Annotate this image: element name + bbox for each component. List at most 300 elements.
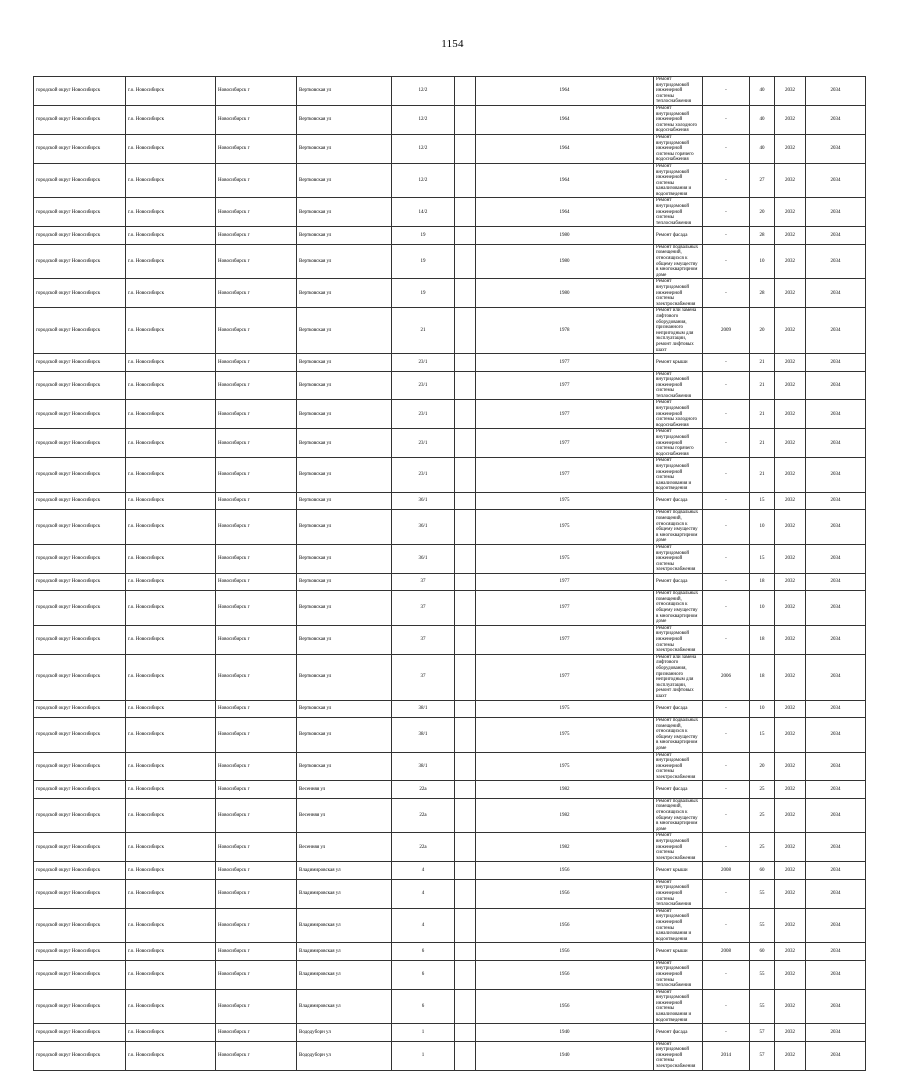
locality-cell: Новосибирск г	[216, 510, 297, 545]
municipality-cell: городской округ Новосибирск	[34, 458, 126, 493]
wear-percent-cell: 21	[750, 400, 775, 429]
work-type-cell: Ремонт внутридомовой инженерной системы электроснабжения	[654, 833, 703, 862]
locality-cell: Новосибирск г	[216, 862, 297, 879]
period-end-cell: 2034	[806, 544, 866, 573]
locality-cell: Новосибирск г	[216, 781, 297, 798]
spacer-cell	[455, 591, 476, 626]
last-repair-year-cell: -	[703, 544, 750, 573]
period-start-cell: 2032	[775, 798, 806, 833]
street-cell: Вододуборн ул	[297, 1041, 392, 1070]
municipality-cell: городской округ Новосибирск	[34, 544, 126, 573]
settlement-type-cell: г.о. Новосибирск	[126, 752, 216, 781]
wear-percent-cell: 60	[750, 943, 775, 960]
locality-cell: Новосибирск г	[216, 227, 297, 244]
work-type-cell: Ремонт внутридомовой инженерной системы электроснабжения	[654, 544, 703, 573]
build-year-cell: 1964	[476, 134, 654, 163]
period-start-cell: 2032	[775, 960, 806, 989]
period-end-cell: 2034	[806, 798, 866, 833]
last-repair-year-cell: 2008	[703, 862, 750, 879]
last-repair-year-cell: -	[703, 244, 750, 279]
wear-percent-cell: 18	[750, 573, 775, 590]
settlement-type-cell: г.о. Новосибирск	[126, 429, 216, 458]
street-cell: Вертковская ул	[297, 510, 392, 545]
build-year-cell: 1977	[476, 654, 654, 700]
street-cell: Вертковская ул	[297, 752, 392, 781]
wear-percent-cell: 55	[750, 908, 775, 943]
settlement-type-cell: г.о. Новосибирск	[126, 544, 216, 573]
street-cell: Вертковская ул	[297, 308, 392, 354]
locality-cell: Новосибирск г	[216, 960, 297, 989]
last-repair-year-cell: 2014	[703, 1041, 750, 1070]
house-number-cell: 12/2	[392, 134, 455, 163]
settlement-type-cell: г.о. Новосибирск	[126, 227, 216, 244]
street-cell: Весенняя ул	[297, 781, 392, 798]
wear-percent-cell: 25	[750, 833, 775, 862]
spacer-cell	[455, 717, 476, 752]
locality-cell: Новосибирск г	[216, 492, 297, 509]
spacer-cell	[455, 1024, 476, 1041]
municipality-cell: городской округ Новосибирск	[34, 798, 126, 833]
wear-percent-cell: 21	[750, 429, 775, 458]
house-number-cell: 1	[392, 1041, 455, 1070]
municipality-cell: городской округ Новосибирск	[34, 833, 126, 862]
municipality-cell: городской округ Новосибирск	[34, 105, 126, 134]
locality-cell: Новосибирск г	[216, 77, 297, 106]
municipality-cell: городской округ Новосибирск	[34, 400, 126, 429]
municipality-cell: городской округ Новосибирск	[34, 752, 126, 781]
build-year-cell: 1975	[476, 492, 654, 509]
spacer-cell	[455, 573, 476, 590]
last-repair-year-cell: -	[703, 1024, 750, 1041]
wear-percent-cell: 40	[750, 77, 775, 106]
work-type-cell: Ремонт фасада	[654, 573, 703, 590]
locality-cell: Новосибирск г	[216, 1041, 297, 1070]
build-year-cell: 1940	[476, 1041, 654, 1070]
work-type-cell: Ремонт фасада	[654, 227, 703, 244]
period-start-cell: 2032	[775, 510, 806, 545]
table-row	[34, 492, 866, 509]
municipality-cell: городской округ Новосибирск	[34, 354, 126, 371]
house-number-cell: 4	[392, 879, 455, 908]
build-year-cell: 1975	[476, 510, 654, 545]
house-number-cell: 19	[392, 244, 455, 279]
municipality-cell: городской округ Новосибирск	[34, 960, 126, 989]
spacer-cell	[455, 458, 476, 493]
settlement-type-cell: г.о. Новосибирск	[126, 308, 216, 354]
street-cell: Вертковская ул	[297, 105, 392, 134]
wear-percent-cell: 60	[750, 862, 775, 879]
last-repair-year-cell: -	[703, 354, 750, 371]
locality-cell: Новосибирск г	[216, 134, 297, 163]
last-repair-year-cell: -	[703, 960, 750, 989]
last-repair-year-cell: -	[703, 77, 750, 106]
table-row	[34, 1024, 866, 1041]
period-end-cell: 2034	[806, 400, 866, 429]
last-repair-year-cell: -	[703, 908, 750, 943]
spacer-cell	[455, 862, 476, 879]
locality-cell: Новосибирск г	[216, 163, 297, 198]
work-type-cell: Ремонт подвальных помещений, относящихся к общему имуществу в многоквартирном доме	[654, 244, 703, 279]
street-cell: Вертковская ул	[297, 654, 392, 700]
settlement-type-cell: г.о. Новосибирск	[126, 908, 216, 943]
build-year-cell: 1956	[476, 862, 654, 879]
spacer-cell	[455, 163, 476, 198]
house-number-cell: 12/2	[392, 105, 455, 134]
wear-percent-cell: 20	[750, 752, 775, 781]
settlement-type-cell: г.о. Новосибирск	[126, 492, 216, 509]
house-number-cell: 22а	[392, 781, 455, 798]
table-row	[34, 833, 866, 862]
spacer-cell	[455, 492, 476, 509]
street-cell: Вертковская ул	[297, 371, 392, 400]
municipality-cell: городской округ Новосибирск	[34, 1024, 126, 1041]
municipality-cell: городской округ Новосибирск	[34, 781, 126, 798]
spacer-cell	[455, 752, 476, 781]
capital-repair-table	[33, 76, 866, 1071]
municipality-cell: городской округ Новосибирск	[34, 429, 126, 458]
spacer-cell	[455, 989, 476, 1024]
street-cell: Владимировская ул	[297, 908, 392, 943]
last-repair-year-cell: -	[703, 717, 750, 752]
table-row	[34, 227, 866, 244]
period-end-cell: 2034	[806, 752, 866, 781]
spacer-cell	[455, 943, 476, 960]
settlement-type-cell: г.о. Новосибирск	[126, 862, 216, 879]
work-type-cell: Ремонт внутридомовой инженерной системы канализования и водоотведения	[654, 989, 703, 1024]
period-start-cell: 2032	[775, 717, 806, 752]
period-start-cell: 2032	[775, 1024, 806, 1041]
municipality-cell: городской округ Новосибирск	[34, 862, 126, 879]
build-year-cell: 1975	[476, 717, 654, 752]
last-repair-year-cell: -	[703, 400, 750, 429]
spacer-cell	[455, 354, 476, 371]
build-year-cell: 1956	[476, 960, 654, 989]
table-row	[34, 354, 866, 371]
house-number-cell: 23/1	[392, 458, 455, 493]
period-start-cell: 2032	[775, 625, 806, 654]
wear-percent-cell: 21	[750, 458, 775, 493]
build-year-cell: 1977	[476, 354, 654, 371]
house-number-cell: 21	[392, 308, 455, 354]
locality-cell: Новосибирск г	[216, 879, 297, 908]
table-row	[34, 510, 866, 545]
period-end-cell: 2034	[806, 862, 866, 879]
municipality-cell: городской округ Новосибирск	[34, 654, 126, 700]
table-row	[34, 458, 866, 493]
build-year-cell: 1977	[476, 400, 654, 429]
work-type-cell: Ремонт подвальных помещений, относящихся к общему имуществу в многоквартирном доме	[654, 510, 703, 545]
period-end-cell: 2034	[806, 227, 866, 244]
house-number-cell: 37	[392, 573, 455, 590]
last-repair-year-cell: -	[703, 833, 750, 862]
locality-cell: Новосибирск г	[216, 625, 297, 654]
settlement-type-cell: г.о. Новосибирск	[126, 798, 216, 833]
house-number-cell: 37	[392, 654, 455, 700]
house-number-cell: 12/2	[392, 77, 455, 106]
settlement-type-cell: г.о. Новосибирск	[126, 943, 216, 960]
wear-percent-cell: 40	[750, 105, 775, 134]
build-year-cell: 1977	[476, 573, 654, 590]
work-type-cell: Ремонт фасада	[654, 781, 703, 798]
last-repair-year-cell: -	[703, 591, 750, 626]
house-number-cell: 37	[392, 625, 455, 654]
table-row	[34, 573, 866, 590]
house-number-cell: 19	[392, 227, 455, 244]
table-row	[34, 862, 866, 879]
work-type-cell: Ремонт или замена лифтового оборудования, признанного непригодным для эксплуатации, ремонт лифтовых шахт	[654, 654, 703, 700]
spacer-cell	[455, 1041, 476, 1070]
street-cell: Владимировская ул	[297, 989, 392, 1024]
wear-percent-cell: 10	[750, 244, 775, 279]
last-repair-year-cell: -	[703, 279, 750, 308]
street-cell: Вертковская ул	[297, 227, 392, 244]
house-number-cell: 36/1	[392, 492, 455, 509]
work-type-cell: Ремонт внутридомовой инженерной системы электроснабжения	[654, 279, 703, 308]
settlement-type-cell: г.о. Новосибирск	[126, 1024, 216, 1041]
period-end-cell: 2034	[806, 134, 866, 163]
table-row	[34, 279, 866, 308]
period-start-cell: 2032	[775, 105, 806, 134]
table-row	[34, 591, 866, 626]
street-cell: Вертковская ул	[297, 591, 392, 626]
wear-percent-cell: 10	[750, 591, 775, 626]
locality-cell: Новосибирск г	[216, 654, 297, 700]
municipality-cell: городской округ Новосибирск	[34, 279, 126, 308]
last-repair-year-cell: -	[703, 798, 750, 833]
period-end-cell: 2034	[806, 77, 866, 106]
period-end-cell: 2034	[806, 105, 866, 134]
last-repair-year-cell: 2009	[703, 308, 750, 354]
period-end-cell: 2034	[806, 654, 866, 700]
period-start-cell: 2032	[775, 492, 806, 509]
house-number-cell: 12/2	[392, 163, 455, 198]
house-number-cell: 23/1	[392, 354, 455, 371]
spacer-cell	[455, 544, 476, 573]
municipality-cell: городской округ Новосибирск	[34, 989, 126, 1024]
house-number-cell: 23/1	[392, 371, 455, 400]
wear-percent-cell: 10	[750, 700, 775, 717]
table-body	[34, 77, 866, 1071]
last-repair-year-cell: -	[703, 781, 750, 798]
municipality-cell: городской округ Новосибирск	[34, 717, 126, 752]
period-start-cell: 2032	[775, 354, 806, 371]
street-cell: Вертковская ул	[297, 573, 392, 590]
settlement-type-cell: г.о. Новосибирск	[126, 781, 216, 798]
spacer-cell	[455, 134, 476, 163]
period-start-cell: 2032	[775, 544, 806, 573]
last-repair-year-cell: -	[703, 163, 750, 198]
wear-percent-cell: 20	[750, 198, 775, 227]
period-start-cell: 2032	[775, 781, 806, 798]
period-end-cell: 2034	[806, 308, 866, 354]
work-type-cell: Ремонт фасада	[654, 700, 703, 717]
locality-cell: Новосибирск г	[216, 798, 297, 833]
wear-percent-cell: 57	[750, 1041, 775, 1070]
locality-cell: Новосибирск г	[216, 308, 297, 354]
municipality-cell: городской округ Новосибирск	[34, 163, 126, 198]
build-year-cell: 1964	[476, 198, 654, 227]
house-number-cell: 38/1	[392, 700, 455, 717]
table-row	[34, 989, 866, 1024]
period-end-cell: 2034	[806, 591, 866, 626]
wear-percent-cell: 10	[750, 510, 775, 545]
locality-cell: Новосибирск г	[216, 429, 297, 458]
work-type-cell: Ремонт подвальных помещений, относящихся к общему имуществу в многоквартирном доме	[654, 717, 703, 752]
settlement-type-cell: г.о. Новосибирск	[126, 700, 216, 717]
municipality-cell: городской округ Новосибирск	[34, 908, 126, 943]
spacer-cell	[455, 654, 476, 700]
settlement-type-cell: г.о. Новосибирск	[126, 879, 216, 908]
wear-percent-cell: 21	[750, 371, 775, 400]
settlement-type-cell: г.о. Новосибирск	[126, 198, 216, 227]
wear-percent-cell: 21	[750, 354, 775, 371]
last-repair-year-cell: -	[703, 492, 750, 509]
table-row	[34, 244, 866, 279]
table-row	[34, 400, 866, 429]
table-row	[34, 908, 866, 943]
period-start-cell: 2032	[775, 244, 806, 279]
last-repair-year-cell: -	[703, 700, 750, 717]
work-type-cell: Ремонт подвальных помещений, относящихся к общему имуществу в многоквартирном доме	[654, 798, 703, 833]
period-start-cell: 2032	[775, 654, 806, 700]
street-cell: Вертковская ул	[297, 77, 392, 106]
spacer-cell	[455, 960, 476, 989]
settlement-type-cell: г.о. Новосибирск	[126, 371, 216, 400]
settlement-type-cell: г.о. Новосибирск	[126, 105, 216, 134]
street-cell: Весенняя ул	[297, 798, 392, 833]
period-start-cell: 2032	[775, 908, 806, 943]
house-number-cell: 4	[392, 862, 455, 879]
municipality-cell: городской округ Новосибирск	[34, 1041, 126, 1070]
house-number-cell: 23/1	[392, 400, 455, 429]
spacer-cell	[455, 77, 476, 106]
build-year-cell: 1975	[476, 700, 654, 717]
municipality-cell: городской округ Новосибирск	[34, 700, 126, 717]
work-type-cell: Ремонт внутридомовой инженерной системы электроснабжения	[654, 1041, 703, 1070]
house-number-cell: 6	[392, 989, 455, 1024]
period-start-cell: 2032	[775, 163, 806, 198]
last-repair-year-cell: -	[703, 105, 750, 134]
work-type-cell: Ремонт внутридомовой инженерной системы горячего водоснабжения	[654, 134, 703, 163]
last-repair-year-cell: -	[703, 989, 750, 1024]
build-year-cell: 1977	[476, 591, 654, 626]
period-start-cell: 2032	[775, 573, 806, 590]
period-end-cell: 2034	[806, 989, 866, 1024]
period-end-cell: 2034	[806, 717, 866, 752]
build-year-cell: 1978	[476, 308, 654, 354]
table-row	[34, 429, 866, 458]
wear-percent-cell: 55	[750, 879, 775, 908]
street-cell: Владимировская ул	[297, 862, 392, 879]
period-end-cell: 2034	[806, 625, 866, 654]
street-cell: Вертковская ул	[297, 134, 392, 163]
street-cell: Владимировская ул	[297, 943, 392, 960]
work-type-cell: Ремонт внутридомовой инженерной системы электроснабжения	[654, 752, 703, 781]
settlement-type-cell: г.о. Новосибирск	[126, 510, 216, 545]
period-end-cell: 2034	[806, 908, 866, 943]
street-cell: Вертковская ул	[297, 458, 392, 493]
build-year-cell: 1982	[476, 833, 654, 862]
build-year-cell: 1982	[476, 798, 654, 833]
period-end-cell: 2034	[806, 244, 866, 279]
settlement-type-cell: г.о. Новосибирск	[126, 1041, 216, 1070]
settlement-type-cell: г.о. Новосибирск	[126, 717, 216, 752]
settlement-type-cell: г.о. Новосибирск	[126, 960, 216, 989]
street-cell: Вододуборн ул	[297, 1024, 392, 1041]
period-start-cell: 2032	[775, 77, 806, 106]
municipality-cell: городской округ Новосибирск	[34, 227, 126, 244]
table-row	[34, 798, 866, 833]
spacer-cell	[455, 371, 476, 400]
period-end-cell: 2034	[806, 833, 866, 862]
spacer-cell	[455, 400, 476, 429]
work-type-cell: Ремонт внутридомовой инженерной системы теплоснабжения	[654, 77, 703, 106]
period-end-cell: 2034	[806, 198, 866, 227]
table-row	[34, 700, 866, 717]
spacer-cell	[455, 244, 476, 279]
settlement-type-cell: г.о. Новосибирск	[126, 244, 216, 279]
spacer-cell	[455, 198, 476, 227]
table-row	[34, 943, 866, 960]
table-row	[34, 308, 866, 354]
last-repair-year-cell: -	[703, 625, 750, 654]
period-start-cell: 2032	[775, 833, 806, 862]
settlement-type-cell: г.о. Новосибирск	[126, 573, 216, 590]
period-end-cell: 2034	[806, 492, 866, 509]
spacer-cell	[455, 908, 476, 943]
build-year-cell: 1975	[476, 752, 654, 781]
last-repair-year-cell: -	[703, 573, 750, 590]
locality-cell: Новосибирск г	[216, 717, 297, 752]
period-start-cell: 2032	[775, 862, 806, 879]
spacer-cell	[455, 105, 476, 134]
street-cell: Вертковская ул	[297, 354, 392, 371]
wear-percent-cell: 25	[750, 798, 775, 833]
table-row	[34, 105, 866, 134]
table-row	[34, 960, 866, 989]
table-row	[34, 1041, 866, 1070]
house-number-cell: 36/1	[392, 510, 455, 545]
period-start-cell: 2032	[775, 227, 806, 244]
period-end-cell: 2034	[806, 458, 866, 493]
locality-cell: Новосибирск г	[216, 833, 297, 862]
locality-cell: Новосибирск г	[216, 198, 297, 227]
wear-percent-cell: 15	[750, 717, 775, 752]
spacer-cell	[455, 308, 476, 354]
work-type-cell: Ремонт внутридомовой инженерной системы горячего водоснабжения	[654, 429, 703, 458]
last-repair-year-cell: -	[703, 429, 750, 458]
wear-percent-cell: 15	[750, 492, 775, 509]
municipality-cell: городской округ Новосибирск	[34, 573, 126, 590]
period-end-cell: 2034	[806, 879, 866, 908]
municipality-cell: городской округ Новосибирск	[34, 134, 126, 163]
table-row	[34, 371, 866, 400]
house-number-cell: 6	[392, 943, 455, 960]
spacer-cell	[455, 429, 476, 458]
municipality-cell: городской округ Новосибирск	[34, 77, 126, 106]
wear-percent-cell: 27	[750, 163, 775, 198]
build-year-cell: 1980	[476, 227, 654, 244]
period-start-cell: 2032	[775, 458, 806, 493]
house-number-cell: 1	[392, 1024, 455, 1041]
table-row	[34, 781, 866, 798]
municipality-cell: городской округ Новосибирск	[34, 308, 126, 354]
street-cell: Вертковская ул	[297, 625, 392, 654]
period-start-cell: 2032	[775, 989, 806, 1024]
build-year-cell: 1956	[476, 908, 654, 943]
wear-percent-cell: 55	[750, 989, 775, 1024]
build-year-cell: 1940	[476, 1024, 654, 1041]
